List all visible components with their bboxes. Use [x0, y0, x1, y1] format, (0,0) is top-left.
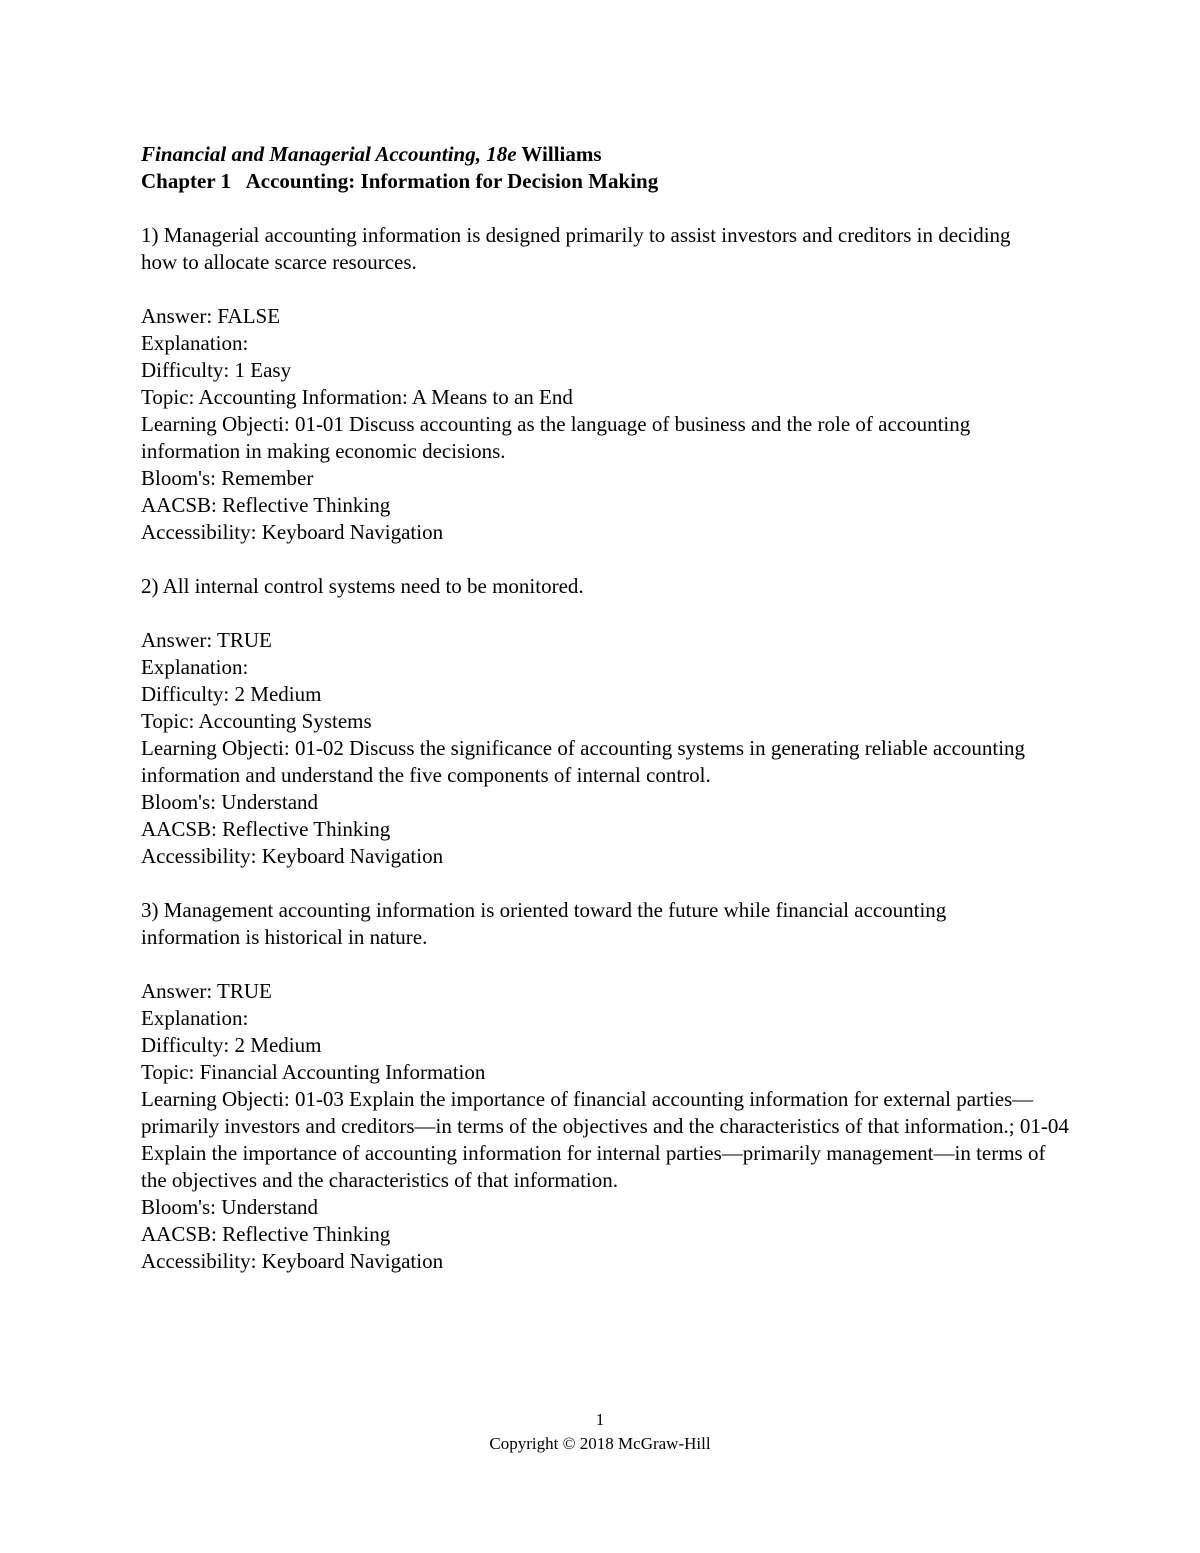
copyright-notice: Copyright © 2018 McGraw-Hill: [489, 1434, 711, 1453]
accessibility-line: Accessibility: Keyboard Navigation: [141, 520, 444, 544]
explanation-line: Explanation:: [141, 331, 249, 355]
spacer: [141, 546, 1071, 573]
topic-line: Topic: Financial Accounting Information: [141, 1060, 486, 1084]
spacer: [141, 600, 1071, 627]
explanation-line: Explanation:: [141, 655, 249, 679]
answer-line: Answer: TRUE: [141, 979, 272, 1003]
aacsb-line: AACSB: Reflective Thinking: [141, 493, 391, 517]
answer-line: Answer: TRUE: [141, 628, 272, 652]
question-stem: 2) All internal control systems need to be monitored.: [141, 574, 584, 598]
book-author: Williams: [516, 142, 602, 166]
chapter-heading: Chapter 1 Accounting: Information for Decision Making: [141, 169, 659, 193]
explanation-line: Explanation:: [141, 1006, 249, 1030]
learning-objective-line: Learning Objecti: 01-02 Discuss the significance of accounting systems in generating reliable accounting information and understand the five components of internal control.: [141, 736, 1026, 787]
accessibility-line: Accessibility: Keyboard Navigation: [141, 844, 444, 868]
document-body: [141, 141, 1071, 1275]
question-stem: 1) Managerial accounting information is designed primarily to assist investors and creditors in deciding how to allocate scarce resources.: [141, 223, 1011, 274]
aacsb-line: AACSB: Reflective Thinking: [141, 1222, 391, 1246]
difficulty-line: Difficulty: 2 Medium: [141, 682, 322, 706]
answer-line: Answer: FALSE: [141, 304, 281, 328]
accessibility-line: Accessibility: Keyboard Navigation: [141, 1249, 444, 1273]
blooms-line: Bloom's: Understand: [141, 790, 319, 814]
aacsb-line: AACSB: Reflective Thinking: [141, 817, 391, 841]
spacer: [141, 870, 1071, 897]
difficulty-line: Difficulty: 2 Medium: [141, 1033, 322, 1057]
spacer: [141, 276, 1071, 303]
question-stem: 3) Management accounting information is oriented toward the future while financial accounting information is historical in nature.: [141, 898, 947, 949]
topic-line: Topic: Accounting Systems: [141, 709, 372, 733]
blooms-line: Bloom's: Remember: [141, 466, 314, 490]
document-title-line: [141, 141, 1071, 168]
topic-line: Topic: Accounting Information: A Means to an End: [141, 385, 573, 409]
page-number: 1: [595, 1410, 605, 1429]
question-block: [141, 897, 1071, 1275]
spacer: [141, 195, 1071, 222]
learning-objective-line: Learning Objecti: 01-03 Explain the importance of financial accounting information for external parties—primarily investors and creditors—in terms of the objectives and the characteristics of that information.; 01-04 Explain the importance of accounting information for internal parties—primarily management—in terms of the objectives and the characteristics of that information.: [141, 1087, 1069, 1192]
question-block: [141, 222, 1071, 546]
spacer: [141, 951, 1071, 978]
question-block: [141, 573, 1071, 870]
difficulty-line: Difficulty: 1 Easy: [141, 358, 292, 382]
book-title: Financial and Managerial Accounting, 18e: [141, 142, 517, 166]
blooms-line: Bloom's: Understand: [141, 1195, 319, 1219]
learning-objective-line: Learning Objecti: 01-01 Discuss accounting as the language of business and the role of accounting information in making economic decisions.: [141, 412, 971, 463]
